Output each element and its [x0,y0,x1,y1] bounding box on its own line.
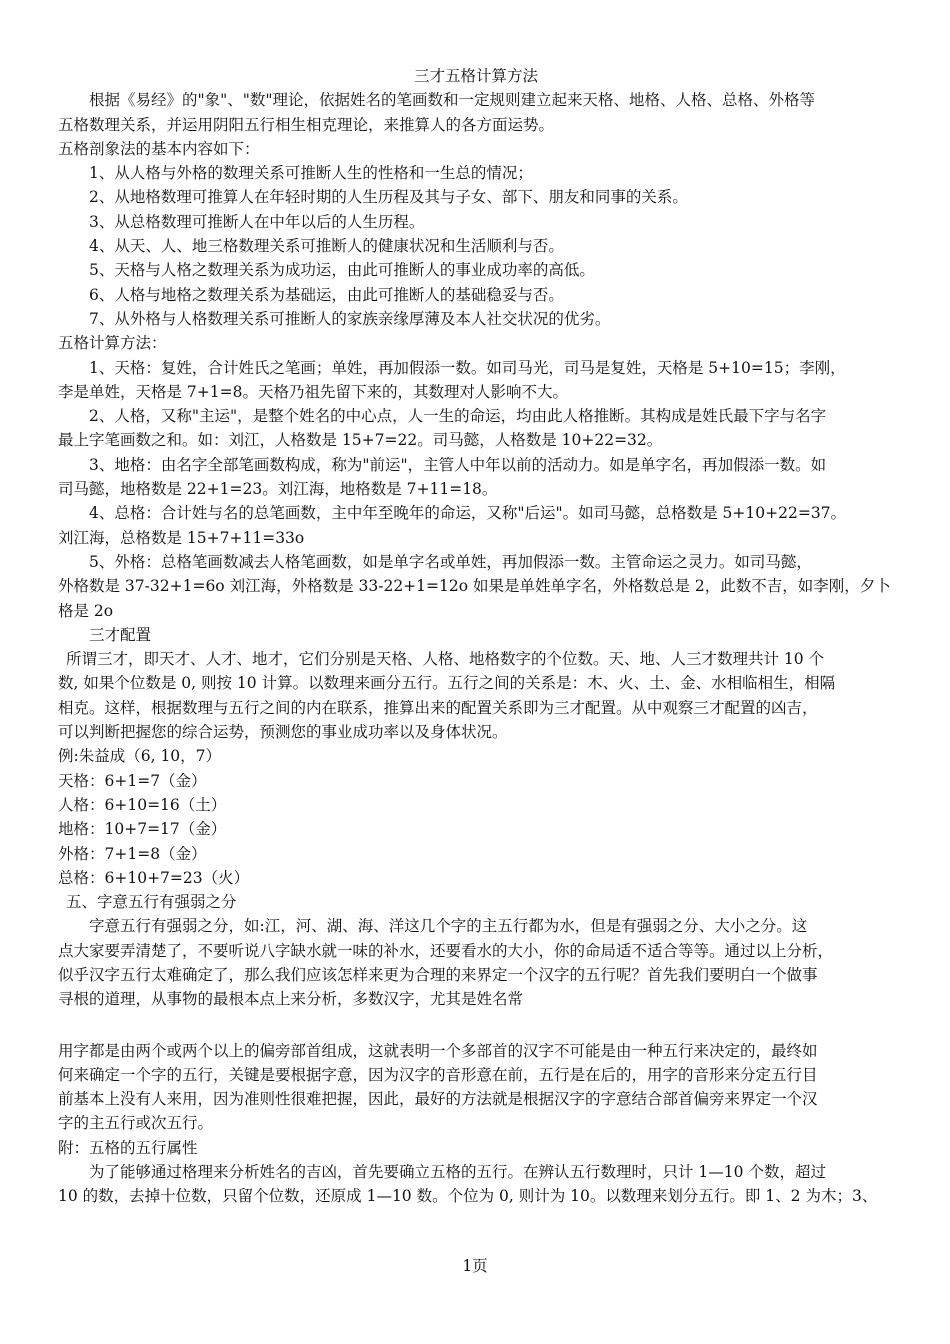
text-line: 外格：7+1=8（金） [58,844,207,863]
body-text-bottom [58,1039,894,1209]
text-line: 1、从人格与外格的数理关系可推断人生的性格和一生总的情况； [89,164,533,183]
text-line: 外格数是 37-32+1=6o 刘江海，外格数是 33-22+1=12o 如果是单姓单字名，外格数总是 2，此数不吉，如李刚，夕卜 [58,577,891,596]
text-line: 所谓三才，即天才、人才、地才，它们分别是天格、人格、地格数字的个位数。天、地、人三才数理共计 10 个 [66,650,825,669]
text-line: 数, 如果个位数是 0, 则按 10 计算。以数理来画分五行。五行之间的关系是：木、火、土、金、水相临相生，相隔 [58,674,836,693]
text-line: 三才配置 [89,625,152,644]
text-line: 根据《易经》的"象"、"数"理论，依据姓名的笔画数和一定规则建立起来天格、地格、人格、总格、外格等 [89,91,816,110]
text-line: 字意五行有强弱之分，如:江，河、湖、海、洋这几个字的主五行都为水，但是有强弱之分、大小之分。这 [89,917,808,936]
document-title: 三才五格计算方法 [413,67,538,85]
text-line: 6、人格与地格之数理关系为基础运，由此可推断人的基础稳妥与否。 [89,285,564,304]
text-line: 为了能够通过格理来分析姓名的吉凶，首先要确立五格的五行。在辨认五行数理时，只计 1—10 个数，超过 [89,1163,826,1182]
text-line: 五、字意五行有强弱之分 [66,893,237,912]
text-line: 字的主五行或次五行。 [58,1114,214,1133]
text-line: 4、总格：合计姓与名的总笔画数，主中年至晚年的命运，又称"后运"。如司马懿，总格数是 5+10+22=37。 [89,504,847,523]
text-line: 附：五格的五行属性 [58,1138,198,1157]
text-line: 5、天格与人格之数理关系为成功运，由此可推断人的事业成功率的高低。 [89,261,595,280]
text-line: 总格：6+10+7=23（火） [58,868,250,887]
page-number: 1页 [462,1257,488,1275]
text-line: 似乎汉字五行太难确定了，那么我们应该怎样来更为合理的来界定一个汉字的五行呢？首先我们要明白一个做事 [58,965,818,984]
text-line: 3、从总格数理可推断人在中年以后的人生历程。 [89,212,425,231]
text-line: 地格：10+7=17（金） [58,820,227,839]
text-line: 3、地格：由名字全部笔画数构成，称为"前运"，主管人中年以前的活动力。如是单字名，再加假添一数。如 [89,455,827,474]
text-line: 10 的数，去掉十位数，只留个位数，还原成 1—10 数。个位为 0, 则计为 10。以数理来划分五行。即 1、2 为木；3、 [58,1187,878,1206]
text-line: 李是单姓，天格是 7+1=8。天格乃祖先留下来的，其数理对人影响不大。 [58,382,568,401]
text-line: 寻根的道理，从事物的最根本点上来分析，多数汉字，尤其是姓名常 [58,990,524,1009]
text-line: 例:朱益成（6, 10，7） [58,747,222,766]
text-line: 最上字笔画数之和。如：刘江，人格数是 15+7=22。司马懿，人格数是 10+22=32。 [58,431,663,450]
text-line: 何来确定一个字的五行，关键是要根据字意，因为汉字的音形意在前，五行是在后的，用字的音形来分定五行目 [58,1065,818,1084]
text-line: 天格：6+1=7（金） [58,771,207,790]
text-line: 五格数理关系，并运用阴阳五行相生相克理论，来推算人的各方面运势。 [58,115,555,134]
text-line: 刘江海，总格数是 15+7+11=33o [58,528,305,547]
text-line: 2、从地格数理可推算人在年轻时期的人生历程及其与子女、部下、朋友和同事的关系。 [89,188,688,207]
text-line: 点大家要弄清楚了，不要听说八字缺水就一味的补水，还要看水的大小，你的命局适不适合等等。通过以上分析， [58,941,834,960]
text-line: 司马懿，地格数是 22+1=23。刘江海，地格数是 7+11=18。 [58,480,498,499]
text-line: 可以判断把握您的综合运势，预测您的事业成功率以及身体状况。 [58,723,508,742]
paragraph-gap [58,1012,894,1039]
body-text-top [58,88,894,1011]
text-line: 相克。这样，根据数理与五行之间的内在联系，推算出来的配置关系即为三才配置。从中观察三才配置的凶吉， [58,698,818,717]
text-line: 人格：6+10=16（土） [58,795,227,814]
text-line: 五格计算方法： [58,334,167,353]
text-line: 4、从天、人、地三格数理关系可推断人的健康状况和生活顺利与否。 [89,237,564,256]
text-line: 1、天格：复姓，合计姓氏之笔画；单姓，再加假添一数。如司马光，司马是复姓，天格是 5+10=15；李刚， [89,358,846,377]
text-line: 格是 2o [58,601,114,620]
text-line: 前基本上没有人来用，因为准则性很难把握，因此，最好的方法就是根据汉字的字意结合部首偏旁来界定一个汉 [58,1090,818,1109]
text-line: 五格剖象法的基本内容如下： [58,139,260,158]
text-line: 用字都是由两个或两个以上的偏旁部首组成，这就表明一个多部首的汉字不可能是由一种五行来决定的，最终如 [58,1041,818,1060]
text-line: 5、外格：总格笔画数减去人格笔画数，如是单字名或单姓，再加假添一数。主管命运之灵力。如司马懿， [89,552,812,571]
text-line: 7、从外格与人格数理关系可推断人的家族亲缘厚薄及本人社交状况的优劣。 [89,309,611,328]
document-page [58,64,894,1209]
text-line: 2、人格，又称"主运"，是整个姓名的中心点，人一生的命运，均由此人格推断。其构成是姓氏最下字与名字 [89,407,827,426]
